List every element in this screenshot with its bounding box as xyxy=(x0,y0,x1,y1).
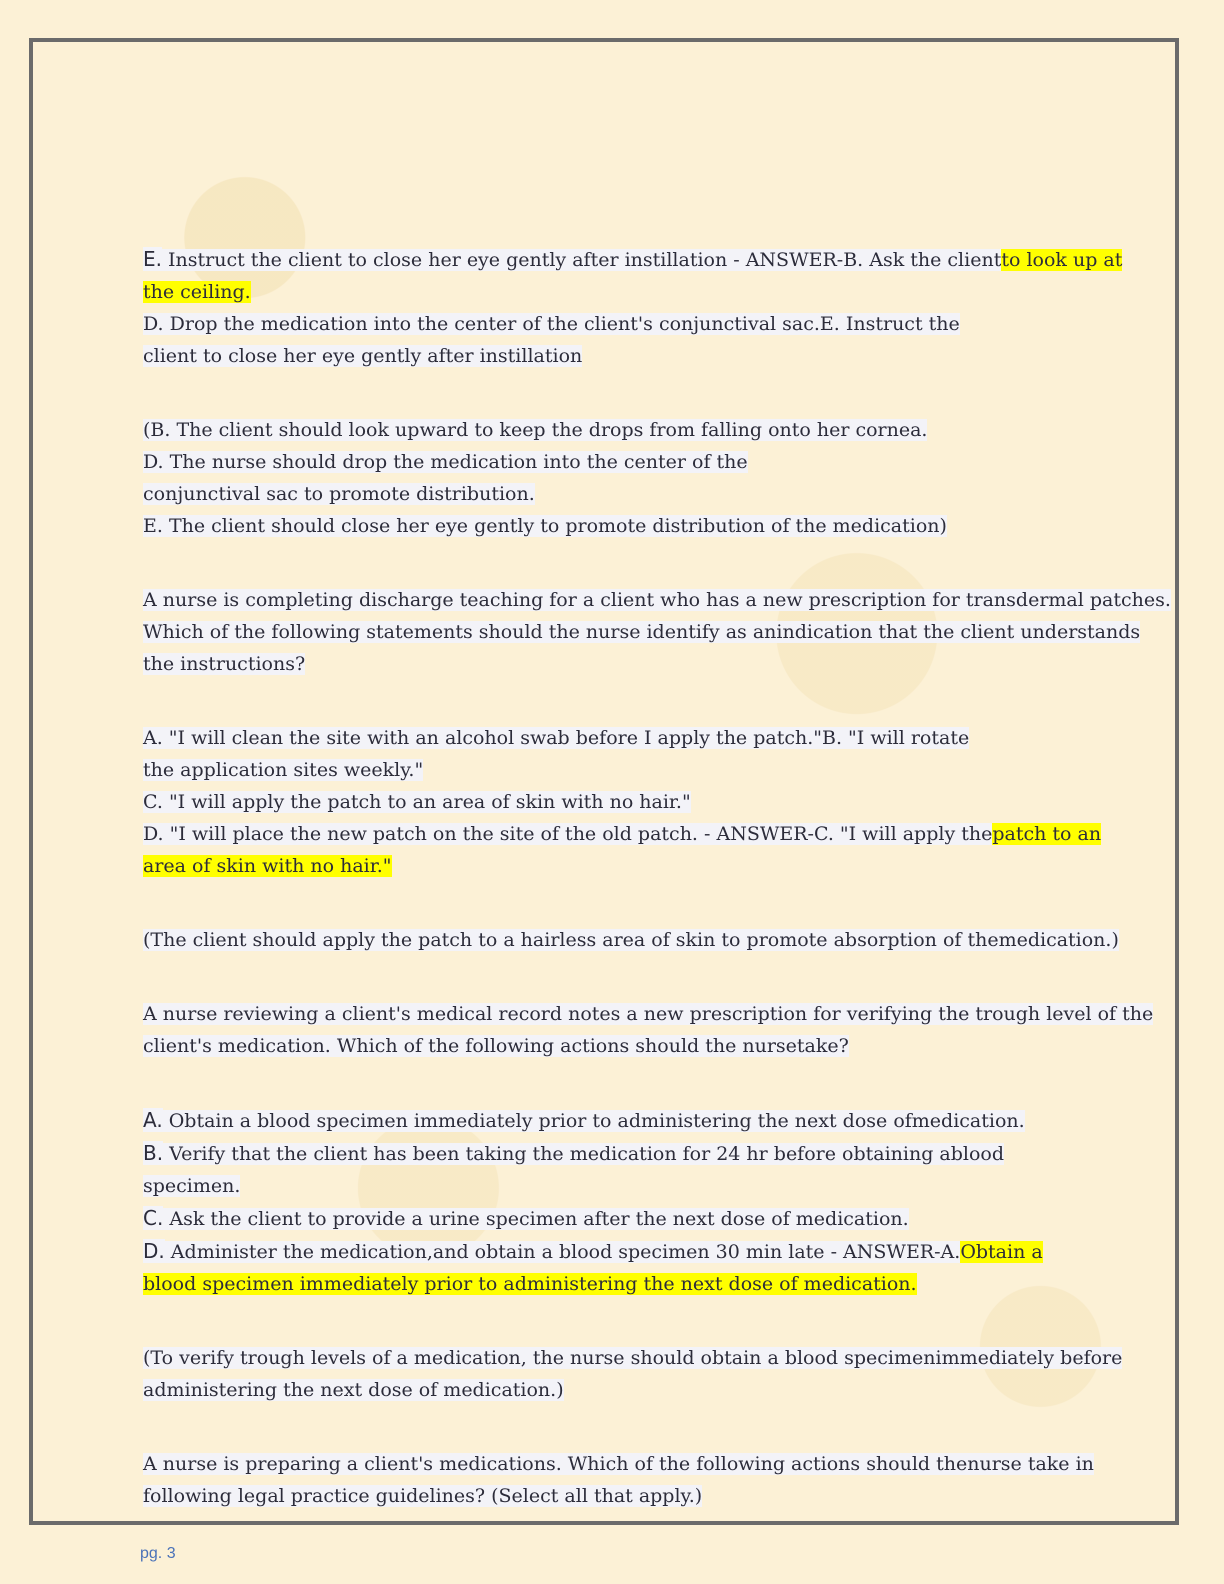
text-block xyxy=(143,998,1154,1062)
text-line xyxy=(143,1170,1093,1202)
paragraph-gap xyxy=(143,882,1093,924)
paragraph-gap xyxy=(143,956,1093,998)
highlighted-answer-text: to look up at xyxy=(1001,249,1123,271)
text-line xyxy=(143,308,1093,340)
highlighted-answer-text: patch to an xyxy=(992,823,1102,845)
text-segment: Administer the medication,and obtain a blood specimen 30 min late - ANSWER-A. xyxy=(164,1241,961,1263)
text-line xyxy=(143,1342,1123,1374)
text-segment: administering the next dose of medication.) xyxy=(143,1379,564,1401)
page-number: pg. 3 xyxy=(140,1545,176,1562)
text-segment: E. The client should close her eye gently to promote distribution of the medication) xyxy=(143,515,947,537)
text-line xyxy=(143,1104,1093,1137)
text-segment: A nurse is completing discharge teaching for a client who has a new prescription for transdermal patches. xyxy=(143,589,1171,611)
text-line xyxy=(143,1448,1093,1480)
text-segment: conjunctival sac to promote distribution. xyxy=(143,483,535,505)
text-line xyxy=(143,584,1171,616)
text-segment: Obtain a blood specimen immediately prior to administering the next dose ofmedication. xyxy=(162,1110,1025,1132)
text-block xyxy=(143,243,1123,372)
text-line xyxy=(143,340,1093,372)
text-segment: D. "I will place the new patch on the site of the old patch. - ANSWER-C. "I will apply the xyxy=(143,823,993,845)
text-line xyxy=(143,1202,1093,1235)
text-line xyxy=(143,1137,1093,1170)
text-segment: Ask the client to provide a urine specimen after the next dose of medication. xyxy=(163,1208,909,1230)
text-segment: (To verify trough levels of a medication, the nurse should obtain a blood specimenimmediately before xyxy=(143,1347,1123,1369)
text-segment: client's medication. Which of the following actions should the nursetake? xyxy=(143,1035,849,1057)
text-segment: C. xyxy=(143,1206,164,1230)
text-segment: A. "I will clean the site with an alcohol swab before I apply the patch."B. "I will rotate xyxy=(143,727,970,749)
text-segment: Which of the following statements should the nurse identify as anindication that the client understands xyxy=(143,621,1141,643)
highlighted-answer-text: the ceiling. xyxy=(143,281,251,303)
text-line xyxy=(143,786,1093,818)
text-line xyxy=(143,510,1093,542)
text-segment: E. xyxy=(143,247,162,271)
text-segment: following legal practice guidelines? (Select all that apply.) xyxy=(143,1485,703,1507)
text-segment: D. The nurse should drop the medication into the center of the xyxy=(143,451,748,473)
text-line xyxy=(143,998,1154,1030)
text-line xyxy=(143,1030,1093,1062)
text-line xyxy=(143,243,1123,276)
paragraph-gap xyxy=(143,680,1093,722)
paragraph-gap xyxy=(143,1406,1093,1448)
text-segment: the instructions? xyxy=(143,653,306,675)
paragraph-gap xyxy=(143,542,1093,584)
text-line xyxy=(143,478,1093,510)
highlighted-answer-text: area of skin with no hair." xyxy=(143,855,392,877)
text-line xyxy=(143,1235,1093,1268)
text-block xyxy=(143,1448,1093,1512)
text-segment: B. xyxy=(143,1141,164,1165)
text-block xyxy=(143,1342,1123,1406)
text-block xyxy=(143,924,1119,956)
text-line xyxy=(143,754,1093,786)
paragraph-gap xyxy=(143,1300,1093,1342)
text-line xyxy=(143,648,1093,680)
text-segment: C. "I will apply the patch to an area of skin with no hair." xyxy=(143,791,691,813)
text-segment: A nurse is preparing a client's medications. Which of the following actions should thenurse take in xyxy=(143,1453,1094,1475)
text-block xyxy=(143,584,1171,680)
document-body xyxy=(143,243,1171,1512)
text-line xyxy=(143,1480,1093,1512)
text-line xyxy=(143,722,1093,754)
text-line xyxy=(143,276,1093,308)
text-line xyxy=(143,616,1141,648)
text-line xyxy=(143,414,1093,446)
text-line xyxy=(143,850,1093,882)
text-line xyxy=(143,1268,1093,1300)
text-segment: Instruct the client to close her eye gently after instillation - ANSWER-B. Ask the client xyxy=(162,249,1002,271)
highlighted-answer-text: blood specimen immediately prior to administering the next dose of medication. xyxy=(143,1273,917,1295)
text-block xyxy=(143,414,1093,542)
highlighted-answer-text: Obtain a xyxy=(960,1241,1043,1263)
text-segment: A. xyxy=(143,1108,163,1132)
text-block xyxy=(143,1104,1093,1300)
text-segment: D. Drop the medication into the center of the client's conjunctival sac.E. Instruct the xyxy=(143,313,960,335)
text-segment: the application sites weekly." xyxy=(143,759,424,781)
text-segment: A nurse reviewing a client's medical record notes a new prescription for verifying the trough level of the xyxy=(143,1003,1154,1025)
text-segment: client to close her eye gently after instillation xyxy=(143,345,583,367)
text-line xyxy=(143,446,1093,478)
paragraph-gap xyxy=(143,1062,1093,1104)
text-block xyxy=(143,722,1102,882)
text-line xyxy=(143,818,1102,850)
text-segment: specimen. xyxy=(143,1175,241,1197)
text-segment: (B. The client should look upward to keep the drops from falling onto her cornea. xyxy=(143,419,928,441)
text-segment: (The client should apply the patch to a hairless area of skin to promote absorption of themedication.) xyxy=(143,929,1119,951)
text-line xyxy=(143,1374,1093,1406)
text-segment: Verify that the client has been taking the medication for 24 hr before obtaining ablood xyxy=(163,1143,1005,1165)
paragraph-gap xyxy=(143,372,1093,414)
text-line xyxy=(143,924,1119,956)
text-segment: D. xyxy=(143,1239,165,1263)
